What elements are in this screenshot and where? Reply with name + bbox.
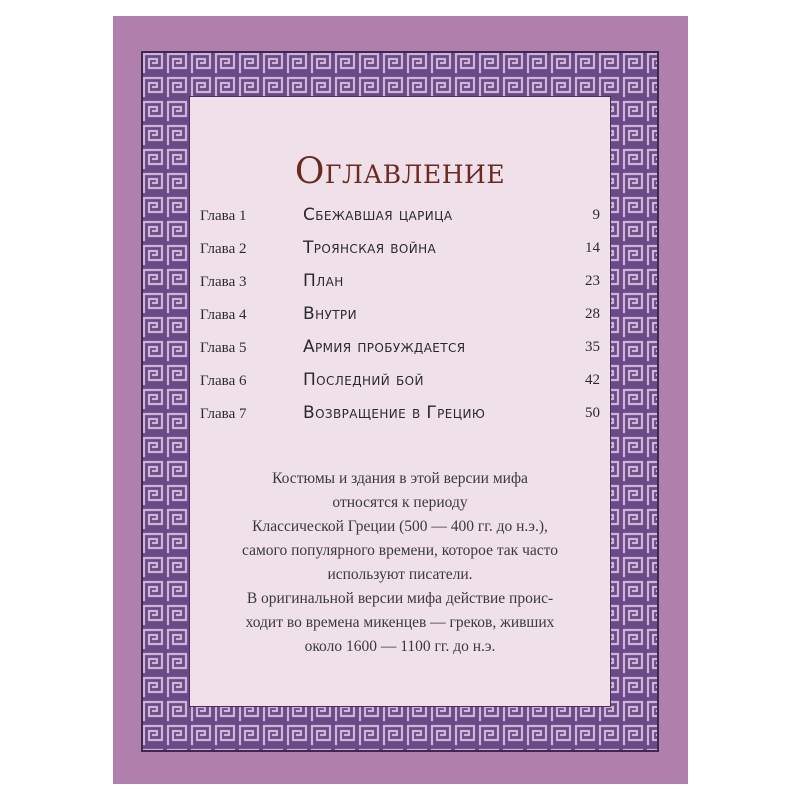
note-line: ходит во времена микенцев — греков, живших xyxy=(245,614,555,631)
page-title: Оглавление xyxy=(294,151,506,192)
note-line: самого популярного времени, которое так часто xyxy=(242,542,558,559)
chapter-title: План xyxy=(303,271,344,291)
chapter-label: Глава 1 xyxy=(200,208,247,224)
note-line: около 1600 — 1100 гг. до н.э. xyxy=(304,638,496,655)
chapter-page: 23 xyxy=(585,273,600,289)
chapter-page: 9 xyxy=(592,207,600,223)
chapter-page: 42 xyxy=(585,372,600,388)
chapter-label: Глава 7 xyxy=(200,406,247,422)
table-of-contents xyxy=(190,201,610,432)
chapter-title: Армия пробуждается xyxy=(303,337,466,357)
chapter-title: Внутри xyxy=(303,304,357,324)
toc-row xyxy=(190,300,610,333)
chapter-label: Глава 4 xyxy=(200,307,247,323)
toc-row xyxy=(190,333,610,366)
chapter-label: Глава 6 xyxy=(200,373,247,389)
note-line: Классической Греции (500 — 400 гг. до н.э.), xyxy=(252,518,548,535)
chapter-title: Сбежавшая царица xyxy=(303,205,453,225)
note-line: относятся к периоду xyxy=(332,494,468,511)
chapter-title: Троянская война xyxy=(303,238,437,258)
chapter-page: 50 xyxy=(585,405,600,421)
note-line: используют писатели. xyxy=(327,566,473,583)
toc-row xyxy=(190,366,610,399)
note-line: В оригинальной версии мифа действие проис- xyxy=(246,590,554,607)
note-line: Костюмы и здания в этой версии мифа xyxy=(272,470,528,487)
chapter-page: 35 xyxy=(585,339,600,355)
chapter-title: Последний бой xyxy=(303,370,424,390)
chapter-title: Возвращение в Грецию xyxy=(303,403,486,423)
chapter-label: Глава 2 xyxy=(200,241,247,257)
historical-note xyxy=(206,467,594,659)
chapter-label: Глава 3 xyxy=(200,274,247,290)
chapter-page: 28 xyxy=(585,306,600,322)
contents-panel xyxy=(190,97,610,706)
chapter-label: Глава 5 xyxy=(200,340,247,356)
toc-row xyxy=(190,267,610,300)
toc-row xyxy=(190,399,610,432)
toc-row xyxy=(190,234,610,267)
chapter-page: 14 xyxy=(585,240,600,256)
toc-row xyxy=(190,201,610,234)
